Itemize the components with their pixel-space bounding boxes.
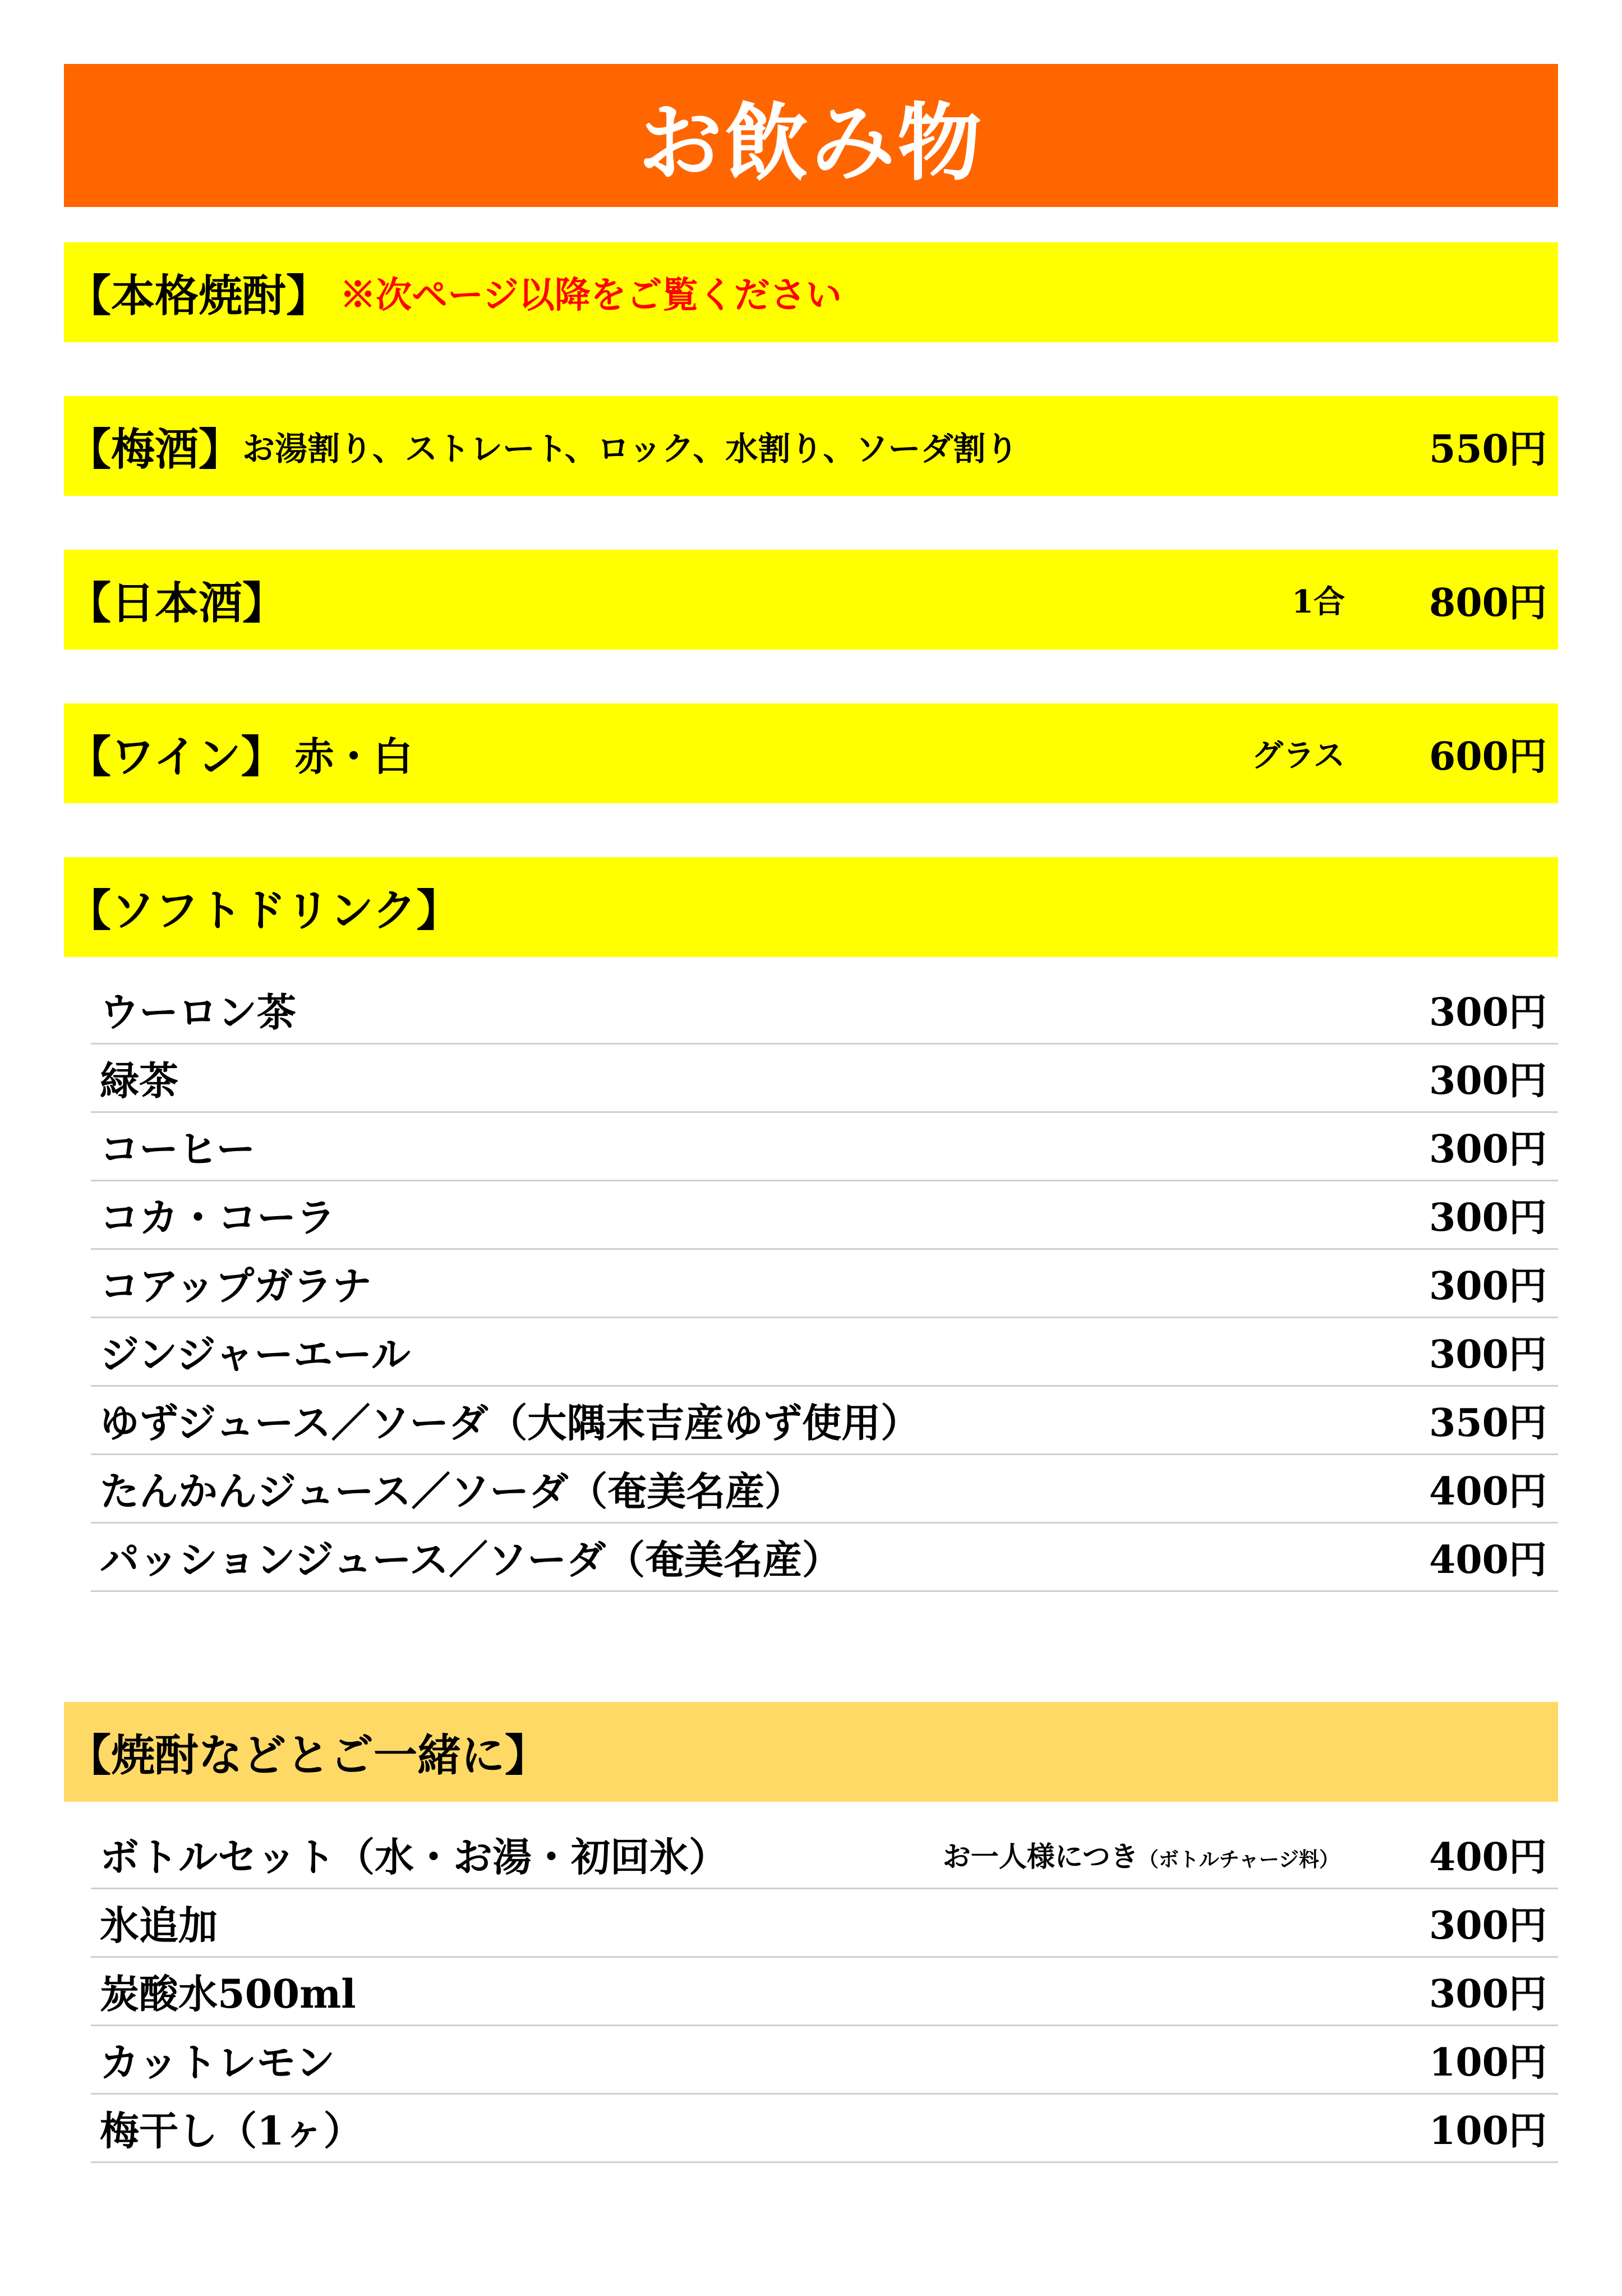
item-name: カットレモン — [100, 2039, 335, 2086]
list-item — [91, 1889, 1558, 1958]
soft-heading: 【ソフトドリンク】 — [67, 885, 460, 936]
list-item — [91, 1250, 1558, 1318]
extras-list — [91, 1821, 1558, 2163]
item-price: 300円 — [1429, 1059, 1547, 1103]
item-name: コアップガラナ — [100, 1263, 372, 1309]
item-price: 100円 — [1429, 2109, 1547, 2154]
item-name: ゆずジュース／ソーダ（大隅末吉産ゆず使用） — [100, 1400, 920, 1446]
section-wine — [64, 703, 1558, 803]
item-note: お一人様につき（ボトルチャージ料） — [942, 1839, 1339, 1873]
extras-heading: 【焼酎などとご一緒に】 — [67, 1730, 549, 1781]
item-name: ボトルセット（水・お湯・初回氷） — [100, 1834, 728, 1880]
section-shochu — [64, 242, 1558, 342]
page-title: お飲み物 — [638, 93, 984, 192]
item-price: 300円 — [1429, 990, 1547, 1035]
shochu-note: ※次ページ以降をご覧ください — [340, 274, 842, 316]
item-name: 炭酸水500ml — [100, 1971, 356, 2017]
list-item — [91, 1113, 1558, 1181]
list-item — [91, 1524, 1558, 1592]
item-name: コーヒー — [100, 1126, 256, 1172]
list-item — [91, 1045, 1558, 1113]
list-item — [91, 1455, 1558, 1524]
sake-heading: 【日本酒】 — [67, 578, 287, 629]
item-price: 300円 — [1429, 1972, 1547, 2017]
list-item — [91, 976, 1558, 1045]
item-price: 400円 — [1429, 1469, 1547, 1514]
item-name: 氷追加 — [100, 1902, 218, 1949]
soft-drink-list — [91, 976, 1558, 1592]
item-name: ウーロン茶 — [100, 989, 296, 1036]
section-umeshu — [64, 396, 1558, 496]
list-item — [91, 1387, 1558, 1455]
item-price: 100円 — [1429, 2040, 1547, 2085]
item-price: 300円 — [1429, 1903, 1547, 1948]
sake-price: 800円 — [1429, 580, 1547, 625]
item-price: 350円 — [1429, 1401, 1547, 1446]
wine-heading: 【ワイン】 — [67, 731, 285, 783]
list-item — [91, 1958, 1558, 2026]
shochu-heading: 【本格焼酎】 — [67, 270, 330, 321]
umeshu-styles: お湯割り、ストレート、ロック、水割り、ソーダ割り — [242, 430, 1019, 468]
section-sake — [64, 550, 1558, 650]
wine-sub: 赤・白 — [294, 733, 413, 780]
item-note-small: （ボトルチャージ料） — [1138, 1847, 1339, 1871]
list-item — [91, 1318, 1558, 1387]
wine-price: 600円 — [1429, 734, 1547, 779]
umeshu-price: 550円 — [1429, 426, 1547, 472]
umeshu-heading: 【梅酒】 — [67, 424, 243, 475]
list-item — [91, 1821, 1558, 1889]
wine-unit: グラス — [1251, 737, 1345, 774]
item-name: パッションジュース／ソーダ（奄美名産） — [100, 1536, 841, 1583]
sake-unit: 1合 — [1292, 583, 1345, 620]
item-price: 300円 — [1429, 1332, 1547, 1377]
section-soft-drinks — [64, 857, 1558, 957]
section-extras — [64, 1702, 1558, 1802]
list-item — [91, 2095, 1558, 2163]
item-price: 300円 — [1429, 1195, 1547, 1240]
item-price: 400円 — [1429, 1538, 1547, 1582]
item-price: 400円 — [1429, 1835, 1547, 1880]
item-price: 300円 — [1429, 1264, 1547, 1309]
item-price: 300円 — [1429, 1127, 1547, 1172]
list-item — [91, 1181, 1558, 1250]
item-name: 緑茶 — [100, 1057, 178, 1104]
title-banner — [64, 64, 1558, 207]
item-name: ジンジャーエール — [100, 1331, 411, 1378]
item-name: コカ・コーラ — [100, 1194, 335, 1241]
item-name: たんかんジュース／ソーダ（奄美名産） — [100, 1468, 804, 1515]
list-item — [91, 2026, 1558, 2095]
item-name: 梅干し（1ヶ） — [100, 2108, 363, 2154]
